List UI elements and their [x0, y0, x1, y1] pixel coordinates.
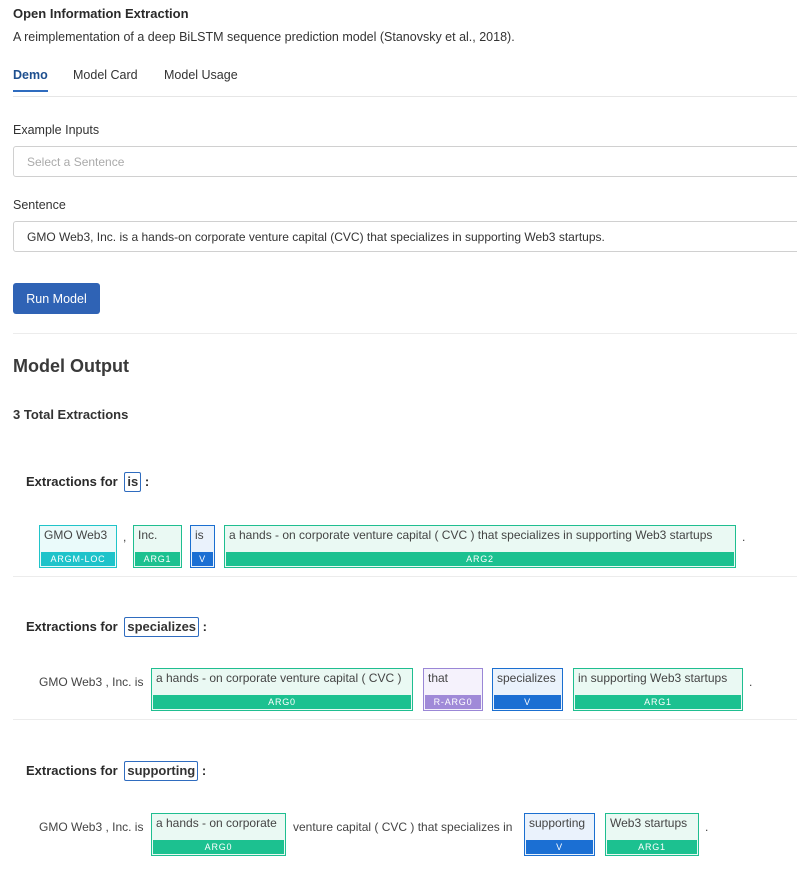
extraction-divider	[13, 576, 797, 577]
extraction-verb: supporting	[124, 761, 198, 781]
span-argm-loc	[39, 525, 117, 568]
extraction-prefix: Extractions for	[26, 619, 118, 634]
form-divider	[13, 333, 797, 334]
extraction-divider	[13, 719, 797, 720]
token-word: GMO Web3 , Inc. is	[39, 820, 144, 834]
extraction-verb: specializes	[124, 617, 199, 637]
span-text: supporting	[529, 816, 586, 830]
extraction-title	[26, 617, 207, 637]
span-text: GMO Web3	[44, 528, 108, 542]
extraction-prefix: Extractions for	[26, 763, 118, 778]
run-model-button[interactable]: Run Model	[13, 283, 100, 314]
extraction-colon: :	[201, 763, 207, 778]
span-arg2	[224, 525, 736, 568]
span-arg0	[151, 668, 413, 711]
sentence-label: Sentence	[13, 198, 66, 212]
app-title: Open Information Extraction	[13, 6, 189, 21]
span-text: a hands - on corporate venture capital ( CVC )	[156, 671, 402, 685]
extraction-colon: :	[202, 619, 207, 634]
span-label: ARG1	[135, 552, 180, 566]
tab-bar	[13, 68, 797, 97]
token-word: .	[705, 820, 709, 834]
span-label: ARG0	[153, 840, 284, 854]
extraction-verb: is	[124, 472, 141, 492]
model-output-heading: Model Output	[13, 356, 129, 376]
span-text: specializes	[497, 671, 556, 685]
span-label: R-ARG0	[425, 695, 481, 709]
extraction-title	[26, 472, 149, 492]
span-text: that	[428, 671, 449, 685]
token-word: GMO Web3 , Inc. is	[39, 675, 144, 689]
tab-demo[interactable]: Demo	[13, 68, 48, 92]
token-word: .	[742, 530, 746, 544]
span-verb	[524, 813, 595, 856]
span-r-arg0	[423, 668, 483, 711]
app-description: A reimplementation of a deep BiLSTM sequence prediction model (Stanovsky et al., 2018).	[13, 30, 515, 44]
tab-model-usage[interactable]: Model Usage	[164, 68, 238, 82]
span-label: V	[526, 840, 593, 854]
span-arg1	[133, 525, 182, 568]
span-label: V	[192, 552, 213, 566]
span-label: V	[494, 695, 561, 709]
span-text: Inc.	[138, 528, 158, 542]
token-word: ,	[123, 530, 127, 544]
span-arg1	[605, 813, 699, 856]
example-inputs-label: Example Inputs	[13, 123, 100, 137]
token-word: venture capital ( CVC ) that specializes in	[293, 820, 513, 834]
span-text: is	[195, 528, 204, 542]
span-text: a hands - on corporate venture capital ( CVC ) that specializes in supporting Web3 startups	[229, 528, 713, 542]
span-label: ARG2	[226, 552, 734, 566]
span-arg1	[573, 668, 743, 711]
sentence-input[interactable]	[13, 221, 797, 252]
span-verb	[492, 668, 563, 711]
span-label: ARG1	[575, 695, 741, 709]
token-word: .	[749, 675, 753, 689]
span-label: ARG0	[153, 695, 411, 709]
total-extractions: 3 Total Extractions	[13, 407, 129, 422]
span-label: ARG1	[607, 840, 697, 854]
extraction-prefix: Extractions for	[26, 474, 118, 489]
span-label: ARGM-LOC	[41, 552, 115, 566]
extraction-title	[26, 761, 206, 781]
extraction-colon: :	[144, 474, 150, 489]
span-text: Web3 startups	[610, 816, 688, 830]
span-text: in supporting Web3 startups	[578, 671, 728, 685]
example-select[interactable]: Select a Sentence	[13, 146, 797, 177]
span-arg0	[151, 813, 286, 856]
span-text: a hands - on corporate	[156, 816, 277, 830]
span-verb	[190, 525, 215, 568]
tab-model-card[interactable]: Model Card	[73, 68, 138, 82]
